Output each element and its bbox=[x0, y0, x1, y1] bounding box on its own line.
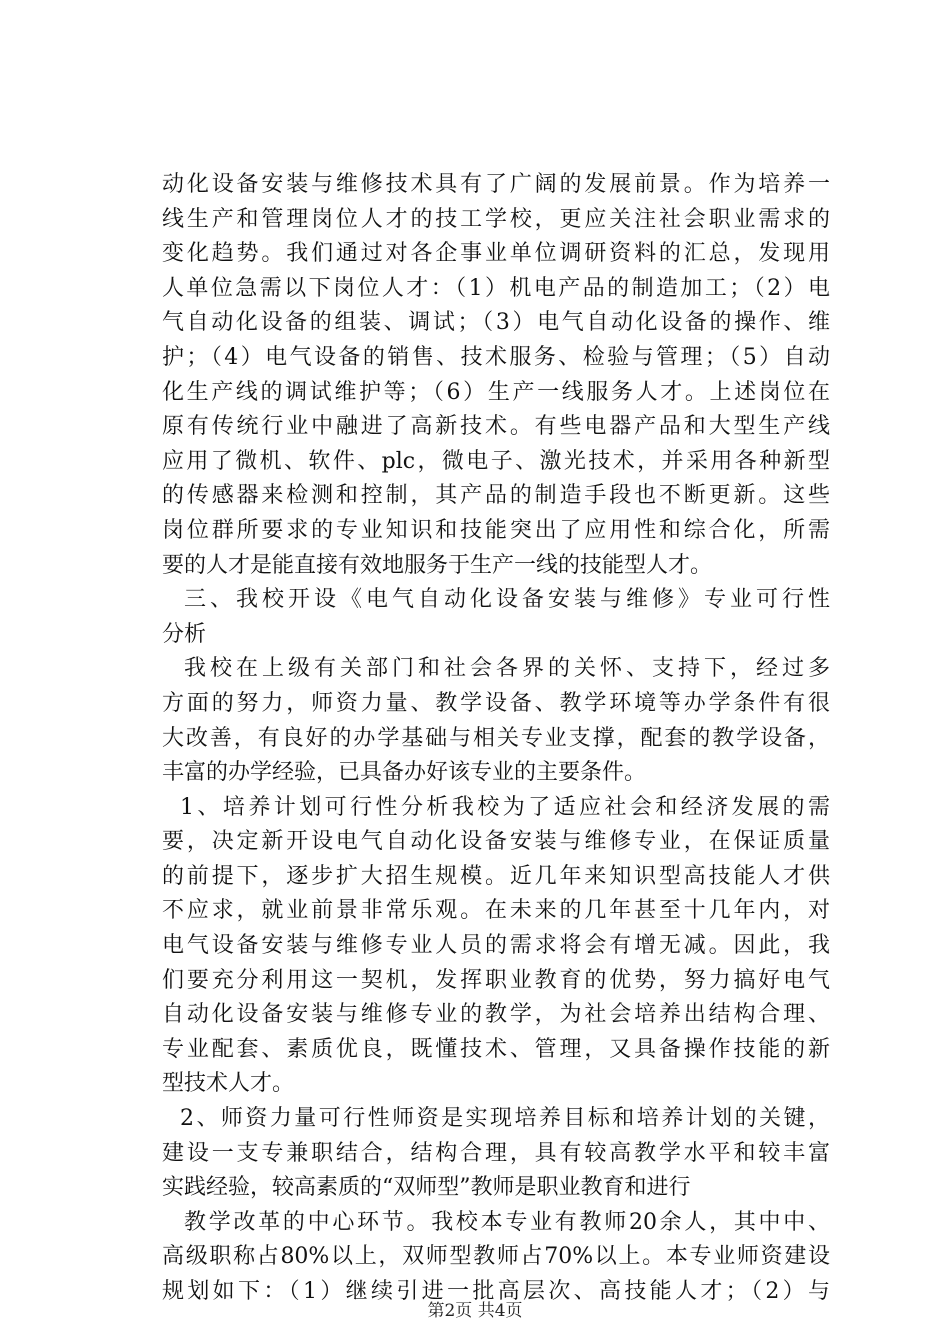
text-line: 不应求，就业前景非常乐观。在未来的几年甚至十几年内，对 bbox=[162, 898, 830, 924]
body-text bbox=[162, 168, 830, 1310]
section-heading-continued: 分析 bbox=[162, 621, 207, 647]
text-line: 要的人才是能直接有效地服务于生产一线的技能型人才。 bbox=[162, 552, 713, 578]
text-line: 线生产和管理岗位人才的技工学校，更应关注社会职业需求的 bbox=[162, 206, 830, 232]
text-line: 自动化设备安装与维修专业的教学，为社会培养出结构合理、 bbox=[162, 1002, 830, 1028]
text-line: 化生产线的调试维护等；（6）生产一线服务人才。上述岗位在 bbox=[162, 379, 830, 405]
text-line: 变化趋势。我们通过对各企事业单位调研资料的汇总，发现用 bbox=[162, 241, 830, 267]
text-line: 要，决定新开设电气自动化设备安装与维修专业，在保证质量 bbox=[162, 829, 830, 855]
text-line: 我校在上级有关部门和社会各界的关怀、支持下，经过多 bbox=[184, 656, 830, 682]
text-line: 建设一支专兼职结合，结构合理，具有较高教学水平和较丰富 bbox=[162, 1140, 830, 1166]
text-line: 电气设备安装与维修专业人员的需求将会有增无减。因此，我 bbox=[162, 933, 830, 959]
text-line: 2、师资力量可行性师资是实现培养目标和培养计划的关键， bbox=[180, 1106, 830, 1132]
text-line: 的前提下，逐步扩大招生规模。近几年来知识型高技能人才供 bbox=[162, 863, 830, 889]
text-line: 规划如下：（1）继续引进一批高层次、高技能人才；（2）与 bbox=[162, 1279, 830, 1304]
text-line: 大改善，有良好的办学基础与相关专业支撑，配套的教学设备， bbox=[162, 725, 830, 751]
text-line: 型技术人才。 bbox=[162, 1071, 295, 1097]
text-line: 方面的努力，师资力量、教学设备、教学环境等办学条件有很 bbox=[162, 690, 830, 716]
text-line: 动化设备安装与维修技术具有了广阔的发展前景。作为培养一 bbox=[162, 172, 830, 197]
text-line: 原有传统行业中融进了高新技术。有些电器产品和大型生产线 bbox=[162, 414, 830, 440]
text-line: 的传感器来检测和控制，其产品的制造手段也不断更新。这些 bbox=[162, 483, 830, 509]
section-heading: 三、我校开设《电气自动化设备安装与维修》专业可行性 bbox=[184, 587, 830, 613]
text-line: 们要充分利用这一契机，发挥职业教育的优势，努力搞好电气 bbox=[162, 967, 830, 993]
text-line: 高级职称占80%以上，双师型教师占70%以上。本专业师资建设 bbox=[162, 1244, 830, 1270]
text-line: 丰富的办学经验，已具备办好该专业的主要条件。 bbox=[162, 760, 647, 786]
text-line: 人单位急需以下岗位人才：（1）机电产品的制造加工；（2）电 bbox=[162, 275, 830, 301]
text-line: 1、培养计划可行性分析我校为了适应社会和经济发展的需 bbox=[180, 794, 830, 820]
page-number-footer: 第2页 共4页 bbox=[427, 1301, 523, 1321]
text-line: 岗位群所要求的专业知识和技能突出了应用性和综合化，所需 bbox=[162, 517, 830, 543]
text-line: 气自动化设备的组装、调试；（3）电气自动化设备的操作、维 bbox=[162, 310, 830, 336]
text-line: 应用了微机、软件、plc，微电子、激光技术，并采用各种新型 bbox=[162, 448, 830, 474]
text-line: 实践经验，较高素质的“双师型”教师是职业教育和进行 bbox=[162, 1175, 691, 1201]
text-line: 专业配套、素质优良，既懂技术、管理，又具备操作技能的新 bbox=[162, 1036, 830, 1062]
text-line: 护；（4）电气设备的销售、技术服务、检验与管理；（5）自动 bbox=[162, 344, 830, 370]
text-line: 教学改革的中心环节。我校本专业有教师20余人，其中中、 bbox=[184, 1209, 830, 1235]
